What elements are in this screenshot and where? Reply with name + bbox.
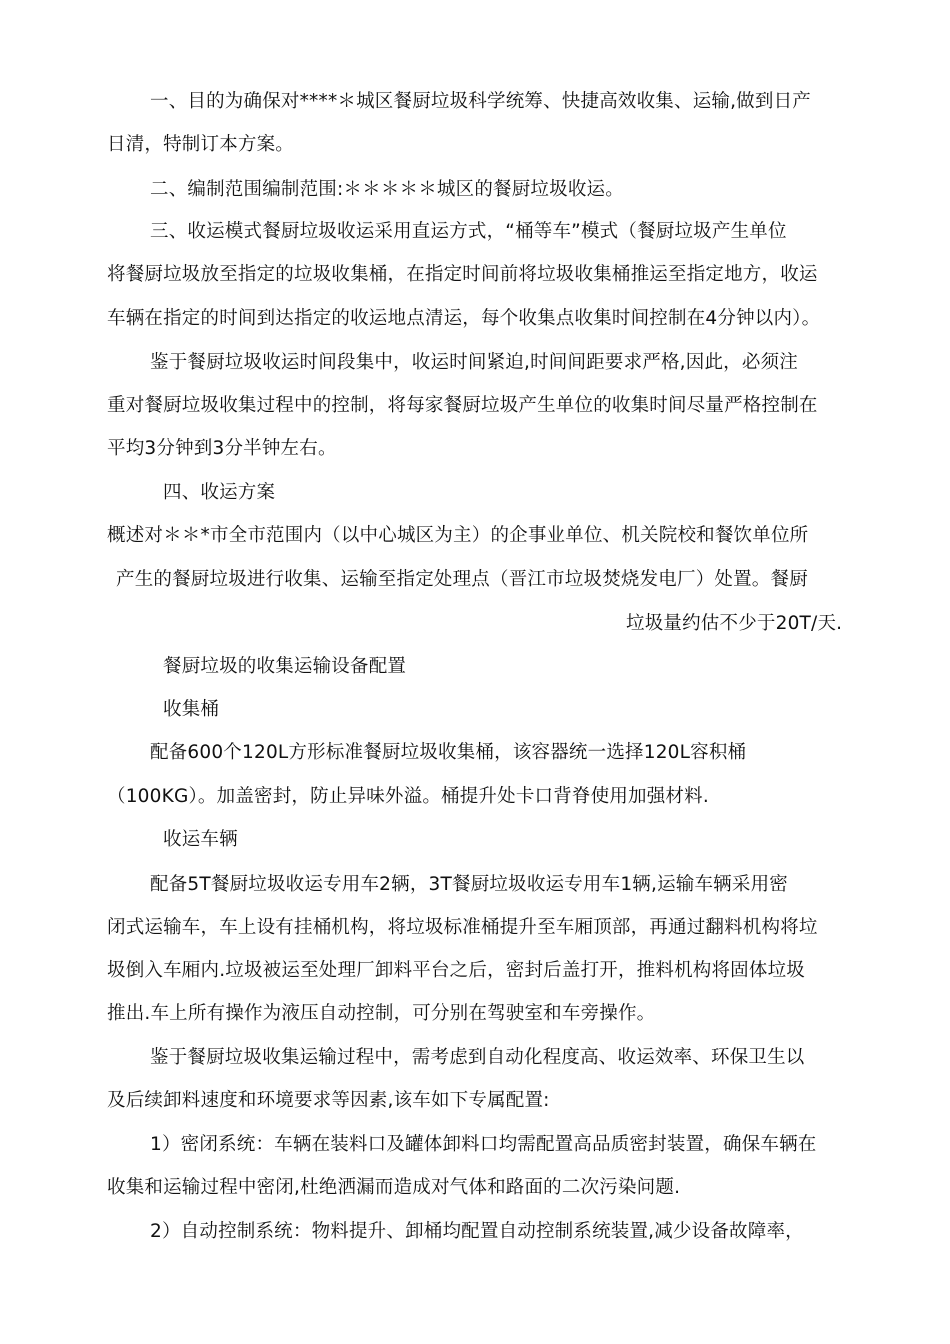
text-line: 重对餐厨垃圾收集过程中的控制，将每家餐厨垃圾产生单位的收集时间尽量严格控制在 [107, 395, 818, 416]
text-line: 平均3分钟到3分半钟左右。 [107, 438, 337, 459]
text-line: 闭式运输车，车上设有挂桶机构，将垃圾标准桶提升至车厢顶部，再通过翻料机构将垃 [107, 917, 818, 938]
text-line: 二、编制范围编制范围:＊＊＊＊＊城区的餐厨垃圾收运。 [150, 179, 624, 200]
text-line: 一、目的为确保对****＊城区餐厨垃圾科学统筹、快捷高效收集、运输,做到日产 [150, 91, 811, 112]
text-line: 圾倒入车厢内.垃圾被运至处理厂卸料平台之后，密封后盖打开，推料机构将固体垃圾 [107, 960, 805, 981]
text-line: 概述对＊＊*市全市范围内（以中心城区为主）的企事业单位、机关院校和餐饮单位所 [107, 525, 809, 546]
text-line: （100KG）。加盖密封，防止异味外溢。桶提升处卡口背脊使用加强材料. [107, 786, 709, 807]
text-line: 收集和运输过程中密闭,杜绝洒漏而造成对气体和路面的二次污染问题. [107, 1177, 681, 1198]
subsection-heading: 餐厨垃圾的收集运输设备配置 [163, 656, 407, 677]
text-line: 日清，特制订本方案。 [107, 134, 295, 155]
text-line: 配备600个120L方形标准餐厨垃圾收集桶，该容器统一选择120L容积桶 [150, 742, 747, 763]
text-line: 三、收运模式餐厨垃圾收运采用直运方式，“桶等车”模式（餐厨垃圾产生单位 [150, 221, 787, 242]
text-line: 1）密闭系统：车辆在装料口及罐体卸料口均需配置高品质密封装置，确保车辆在 [150, 1134, 817, 1155]
text-line: 垃圾量约估不少于20T/天. [626, 613, 843, 634]
text-line: 推出.车上所有操作为液压自动控制，可分别在驾驶室和车旁操作。 [107, 1003, 656, 1024]
text-line: 产生的餐厨垃圾进行收集、运输至指定处理点（晋江市垃圾焚烧发电厂）处置。餐厨 [116, 569, 808, 590]
text-line: 鉴于餐厨垃圾收集运输过程中，需考虑到自动化程度高、收运效率、环保卫生以 [150, 1047, 805, 1068]
text-line: 2）自动控制系统：物料提升、卸桶均配置自动控制系统装置,减少设备故障率， [150, 1221, 804, 1242]
text-line: 将餐厨垃圾放至指定的垃圾收集桶，在指定时间前将垃圾收集桶推运至指定地方，收运 [107, 264, 818, 285]
text-line: 鉴于餐厨垃圾收运时间段集中，收运时间紧迫,时间间距要求严格,因此，必须注 [150, 352, 798, 373]
section-heading: 四、收运方案 [163, 482, 276, 503]
text-line: 车辆在指定的时间到达指定的收运地点清运，每个收集点收集时间控制在4分钟以内）。 [107, 308, 821, 329]
subsection-heading: 收集桶 [163, 699, 220, 720]
text-line: 配备5T餐厨垃圾收运专用车2辆，3T餐厨垃圾收运专用车1辆,运输车辆采用密 [150, 874, 788, 895]
subsection-heading: 收运车辆 [163, 829, 238, 850]
text-line: 及后续卸料速度和环境要求等因素,该车如下专属配置: [107, 1090, 550, 1111]
